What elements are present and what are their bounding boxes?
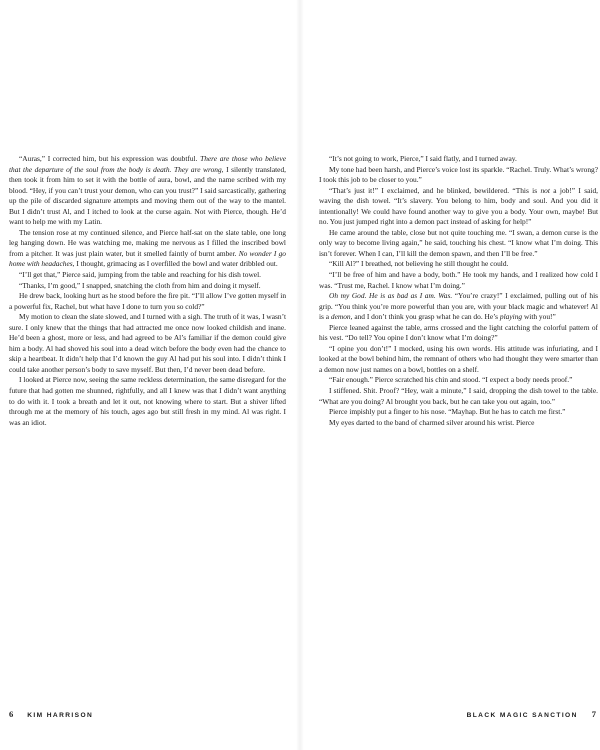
right-page-footer: [467, 709, 596, 719]
text-run: Pierce leaned against the table, arms crossed and the light catching the colorful pattern of his vest. “Do tell? You opine I don’t know what I’m doing?”: [319, 322, 598, 343]
text-run: My tone had been harsh, and Pierce’s voice lost its sparkle. “Rachel. Truly. What’s wrong? I took this job to be closer to you.”: [319, 164, 598, 185]
paragraph: [319, 228, 598, 260]
paragraph: [9, 291, 286, 312]
italic-text-run: demon,: [330, 312, 353, 322]
text-run: with you!”: [522, 312, 556, 322]
text-run: “I opine you don’t!” I mocked, using his own words. His attitude was infuriating, and I looked at the bowl behind him, the remnant of others who had thought they were smarter than a demon now just names on a bowl, bottles on a shelf.: [319, 343, 598, 374]
text-run: The tension rose at my continued silence, and Pierce half-sat on the slate table, one long leg hanging down. He was watching me, making me nervous as I filled the inscribed bowl from a pitcher. It was just plain water, but it smelled faintly of burnt amber.: [9, 227, 286, 258]
italic-text-run: There are those who believe that the departure of the soul from the body is death. They are wrong,: [9, 154, 287, 174]
paragraph: [319, 344, 598, 376]
paragraph: [9, 270, 286, 281]
paragraph: [319, 291, 598, 323]
text-run: “It’s not going to work, Pierce,” I said flatly, and I turned away.: [329, 154, 517, 163]
text-run: “Thanks, I’m good,” I snapped, snatching the cloth from him and doing it myself.: [19, 280, 261, 290]
italic-text-run: playing: [499, 312, 523, 322]
running-head-title: BLACK MAGIC SANCTION: [466, 712, 578, 719]
paragraph: [319, 407, 598, 418]
text-run: “Fair enough.” Pierce scratched his chin and stood. “I expect a body needs proof.”: [329, 375, 573, 385]
text-run: My motion to clean the slate slowed, and I turned with a sigh. The truth of it was, I wasn’t sure. I only knew that the things that had attracted me once now looked childish and inane. He’d been a ghost, more or less, and had agreed to be Al’s familiar if the demon could give him a body. Al had shoved his soul into a dead witch before the body even had the chance to skip a heartbeat. It didn’t help that I’d known the guy Al had put his soul into. I didn’t think I could take another person’s body to save myself. But then, I’d never been dead before.: [9, 312, 286, 374]
text-run: “I’ll be free of him and have a body, both.” He took my hands, and I realized how cold I was. “Trust me, Rachel. I know what I’m doing.”: [319, 270, 598, 290]
text-run: “Auras,” I corrected him, but his expression was doubtful.: [19, 154, 201, 163]
text-run: I looked at Pierce now, seeing the same reckless determination, the same disregard for the future that had gotten me shunned, rightfully, and all I knew was that I didn’t want anything to do with it. I took a breath and let it out, not knowing where to start. But a shiver lifted through me at the memory of his touch, ages ago but still fresh in my mind. Al was right. I was an idiot.: [9, 375, 286, 427]
italic-text-run: No wonder I go home with headaches,: [9, 248, 286, 269]
text-run: I thought, grimacing as I overfilled the bowl and water dribbled out.: [74, 259, 278, 269]
paragraph: [319, 386, 598, 407]
text-run: “Kill Al?” I breathed, not believing he still thought he could.: [329, 259, 509, 269]
paragraph: [9, 375, 286, 428]
paragraph: [319, 418, 598, 429]
page-number: 7: [591, 709, 596, 719]
text-run: “That’s just it!” I exclaimed, and he blinked, bewildered. “This is: [329, 185, 541, 195]
text-run: and I don’t think you grasp what he can do. He’s: [352, 312, 500, 322]
left-page-footer: [9, 709, 93, 719]
paragraph: [319, 165, 598, 186]
paragraph: [9, 228, 286, 270]
italic-text-run: Oh my God. He is as bad as I am. Was.: [329, 291, 453, 301]
italic-text-run: not: [540, 185, 550, 195]
right-page-body: [319, 154, 598, 428]
paragraph: [319, 186, 598, 228]
text-run: Pierce impishly put a finger to his nose. “Mayhap. But he has to catch me first.”: [329, 407, 566, 417]
paragraph: [9, 154, 286, 228]
paragraph: [9, 312, 286, 375]
right-page: [300, 0, 600, 750]
text-run: a job!” I said, waving the dish towel. “It’s slavery. You belong to him, body and soul. And you did it intentionally! We could have found another way to give you a body. Your own, maybe! But no. You just jumped right into a demon pact instead of asking for help!”: [319, 185, 598, 227]
left-page-body: [9, 154, 286, 428]
text-run: My eyes darted to the band of charmed silver around his wrist. Pierce: [329, 417, 535, 427]
paragraph: [319, 154, 598, 165]
text-run: He drew back, looking hurt as he stood before the fire pit. “I’ll allow I’ve gotten myself in a powerful fix, Rachel, but what have I done to turn you so cold?”: [9, 291, 287, 311]
page-number: 6: [9, 709, 14, 719]
paragraph: [319, 259, 598, 270]
paragraph: [319, 375, 598, 386]
text-run: “You’re crazy!” I exclaimed, pulling out of his grip. “You think you’re more powerful than you are, with your black magic and whatever! Al is a: [319, 291, 598, 322]
text-run: “I’ll get that,” Pierce said, jumping from the table and reaching for his dish towel.: [19, 270, 261, 280]
paragraph: [9, 281, 286, 292]
running-head-author: KIM HARRISON: [27, 712, 94, 719]
paragraph: [319, 270, 598, 291]
text-run: He came around the table, close but not quite touching me. “I swan, a demon curse is the only way to become living again,” he said, touching his chest. “I know what I’m doing. This isn’t forever. When I can, I’ll kill the demon spawn, and then I’ll be free.”: [319, 227, 598, 258]
paragraph: [319, 323, 598, 344]
text-run: I silently translated, then took it from him to set it with the bottle of aura, bowl, and the name scribed with my blood. “Hey, if you can’t trust your demon, who can you trust?” I said sarcastically, gathering up the pile of discarded signature attempts and moving them out of the way to the mantel. But I didn’t trust Al, and I itched to look at the curse again. Not with Pierce, though. He’d want to help me with my Latin.: [9, 164, 286, 227]
text-run: I stiffened. Shit. Proof? “Hey, wait a minute,” I said, dropping the dish towel to the table. “What are you doing? Al brought you back, but he can take you out again, too.”: [319, 386, 598, 406]
